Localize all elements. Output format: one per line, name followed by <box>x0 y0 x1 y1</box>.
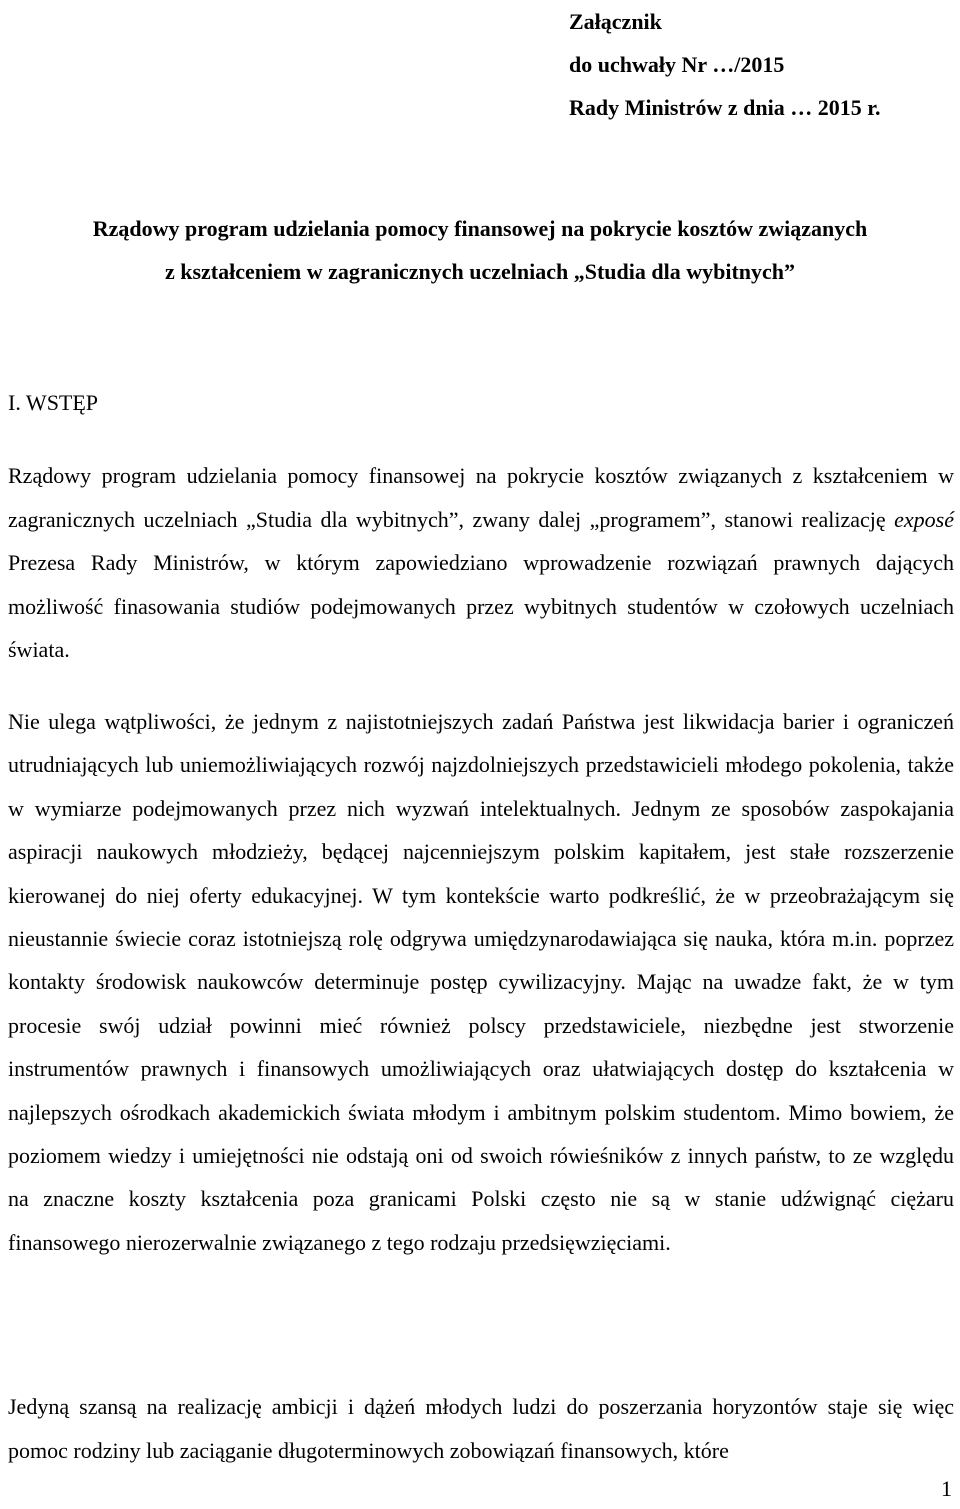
annex-resolution-number: do uchwały Nr …/2015 <box>569 52 785 77</box>
paragraph-funding: Jedyną szansą na realizację ambicji i dążeń młodych ludzi do poszerzania horyzontów staje się więc pomoc rodziny lub zaciąganie długoterminowych zobowiązań finansowych, które <box>8 1394 954 1463</box>
annex-label: Załącznik <box>569 9 662 34</box>
paragraph-introduction-emphasis: exposé <box>894 506 954 532</box>
paragraph-introduction-part-2: Prezesa Rady Ministrów, w którym zapowiedziano wprowadzenie rozwiązań prawnych dających możliwość finasowania studiów podejmowanych przez wybitnych studentów w czołowych uczelniach świata. <box>8 550 954 663</box>
paragraph-introduction-part-1: Rządowy program udzielania pomocy finansowej na pokrycie kosztów związanych z kształceniem w zagranicznych uczelniach „Studia dla wybitnych”, zwany dalej „programem”, stanowi realizację <box>8 463 954 532</box>
annex-header <box>569 0 880 129</box>
section-heading: I. WSTĘP <box>8 390 99 415</box>
paragraph-introduction <box>8 454 954 672</box>
document-title <box>0 207 960 293</box>
page-number: 1 <box>941 1476 952 1501</box>
document-title-line-1: Rządowy program udzielania pomocy finansowej na pokrycie kosztów związanych <box>92 216 868 241</box>
document-title-line-2: z kształceniem w zagranicznych uczelniach „Studia dla wybitnych” <box>164 259 796 284</box>
paragraph-rationale: Nie ulega wątpliwości, że jednym z najistotniejszych zadań Państwa jest likwidacja barier i ograniczeń utrudniających lub uniemożliwiających rozwój najzdolniejszych przedstawicieli młodego pokolenia, także w wymiarze podejmowanych przez nich wyzwań intelektualnych. Jednym ze sposobów zaspokajania aspiracji naukowych młodzieży, będącej najcenniejszym polskim kapitałem, jest stałe rozszerzenie kierowanej do niej oferty edukacyjnej. W tym kontekście warto podkreślić, że w przeobrażającym się nieustannie świecie coraz istotniejszą rolę odgrywa umiędzynarodawiająca się nauka, która m.in. poprzez kontakty środowisk naukowców determinuje postęp cywilizacyjny. Mając na uwadze fakt, że w tym procesie swój udział powinni mieć również polscy przedstawiciele, niezbędne jest stworzenie instrumentów prawnych i finansowych umożliwiających oraz ułatwiających dostęp do kształcenia w najlepszych ośrodkach akademickich świata młodym i ambitnym polskim studentom. Mimo bowiem, że poziomem wiedzy i umiejętności nie odstają oni od swoich rówieśników z innych państw, to ze względu na znaczne koszty kształcenia poza granicami Polski często nie są w stanie udźwignąć ciężaru finansowego nierozerwalnie związanego z tego rodzaju przedsięwzięciami. <box>8 709 954 1255</box>
annex-council-date: Rady Ministrów z dnia … 2015 r. <box>569 95 881 120</box>
